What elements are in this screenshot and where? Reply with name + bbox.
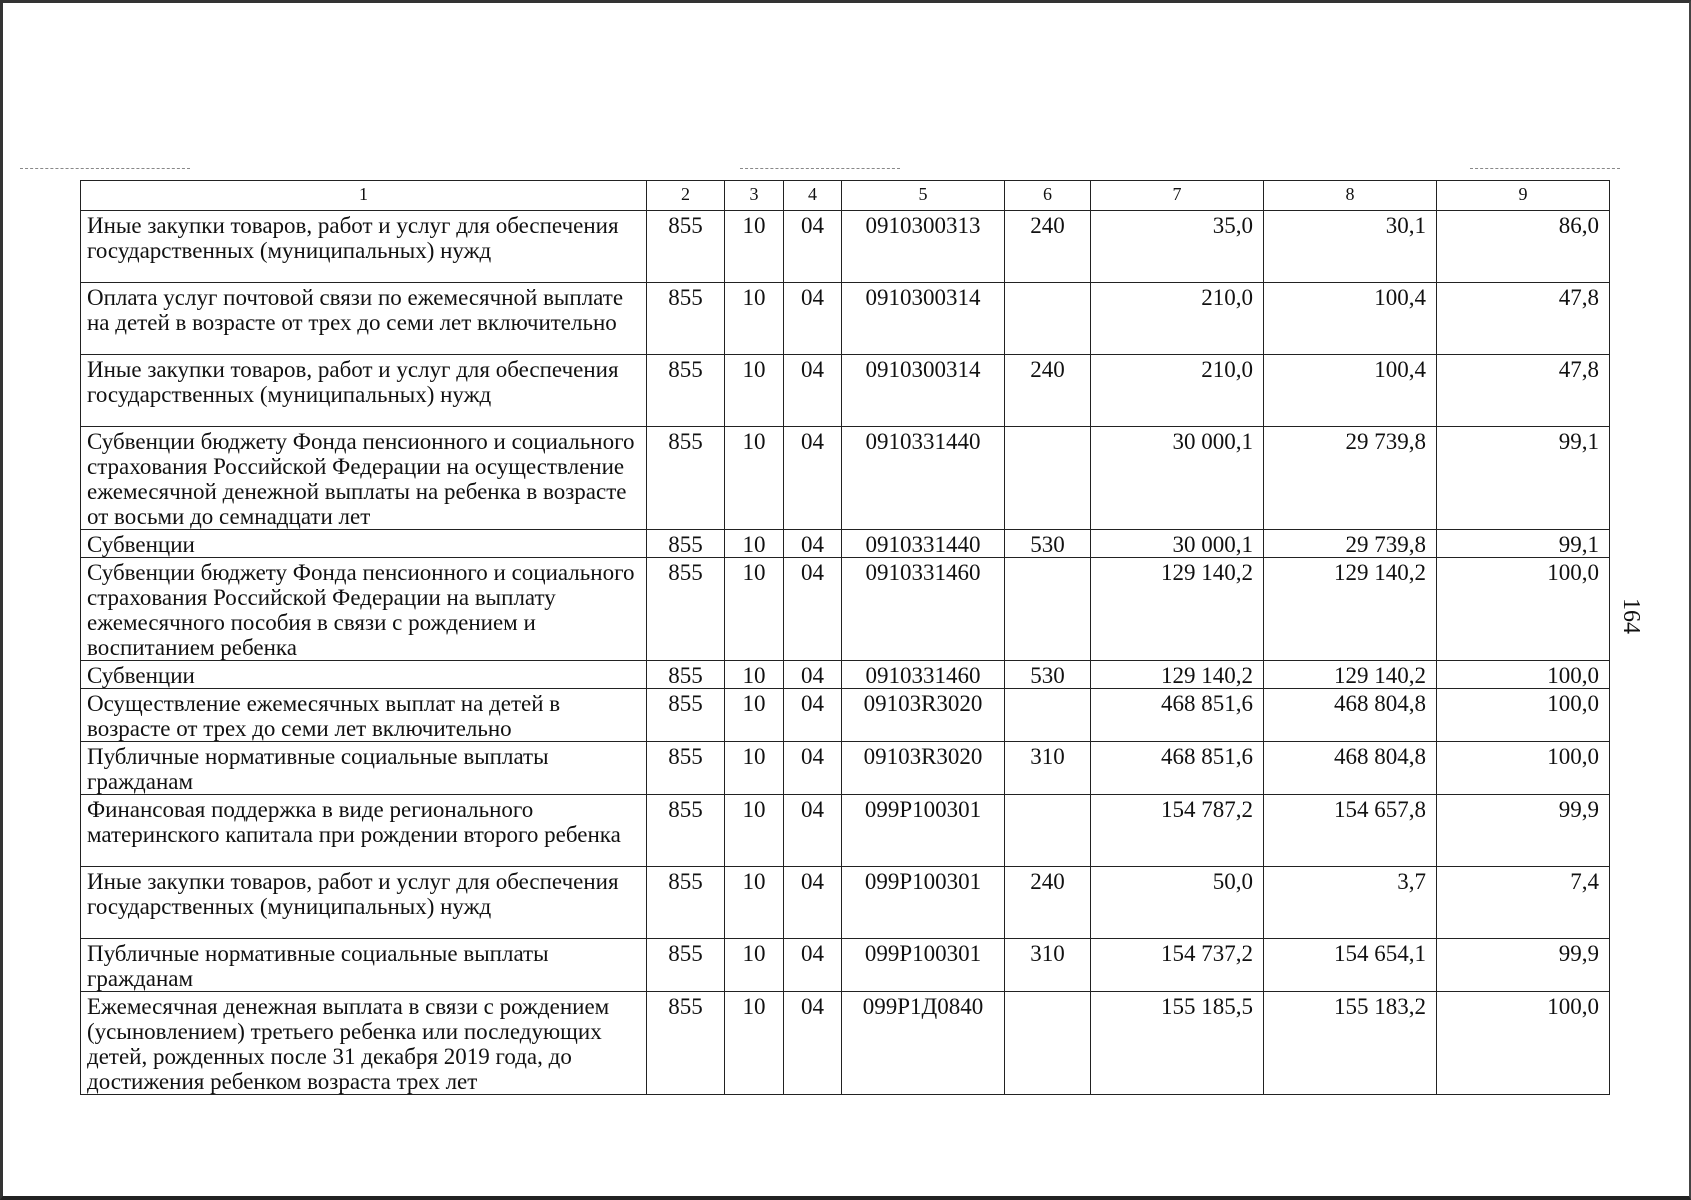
row-name-cell: Финансовая поддержка в виде регионального материнского капитала при рождении второго ребенка: [81, 795, 647, 867]
row-col2-cell: 855: [647, 530, 725, 558]
row-col2-cell: 855: [647, 867, 725, 939]
row-name-cell: Публичные нормативные социальные выплаты гражданам: [81, 939, 647, 992]
row-col7-cell: 129 140,2: [1091, 661, 1264, 689]
row-col7-cell: 30 000,1: [1091, 530, 1264, 558]
row-col7-cell: 468 851,6: [1091, 689, 1264, 742]
row-col4-cell: 04: [784, 427, 842, 530]
row-col5-cell: 09103R3020: [842, 742, 1005, 795]
row-col3-cell: 10: [725, 742, 784, 795]
row-col9-cell: 100,0: [1437, 558, 1610, 661]
table-row: [81, 558, 1610, 661]
row-col4-cell: 04: [784, 939, 842, 992]
row-col5-cell: 09103R3020: [842, 689, 1005, 742]
header-col-3: 3: [725, 181, 784, 211]
row-col6-cell: [1005, 992, 1091, 1095]
row-col9-cell: 100,0: [1437, 661, 1610, 689]
row-col4-cell: 04: [784, 355, 842, 427]
row-name-cell: Субвенции: [81, 530, 647, 558]
row-col6-cell: 240: [1005, 867, 1091, 939]
table-row: [81, 867, 1610, 939]
row-col2-cell: 855: [647, 689, 725, 742]
table-row: [81, 211, 1610, 283]
row-col9-cell: 99,1: [1437, 530, 1610, 558]
budget-table: [80, 180, 1610, 1095]
row-col6-cell: 310: [1005, 742, 1091, 795]
table-row: [81, 689, 1610, 742]
row-col8-cell: 30,1: [1264, 211, 1437, 283]
row-col8-cell: 154 654,1: [1264, 939, 1437, 992]
table-row: [81, 661, 1610, 689]
row-col9-cell: 100,0: [1437, 742, 1610, 795]
row-col9-cell: 86,0: [1437, 211, 1610, 283]
row-col8-cell: 3,7: [1264, 867, 1437, 939]
row-col5-cell: 099P100301: [842, 867, 1005, 939]
page-number: 164: [1618, 598, 1644, 634]
row-col5-cell: 0910331460: [842, 661, 1005, 689]
row-col4-cell: 04: [784, 742, 842, 795]
row-col2-cell: 855: [647, 283, 725, 355]
row-col4-cell: 04: [784, 661, 842, 689]
row-col9-cell: 47,8: [1437, 355, 1610, 427]
row-col2-cell: 855: [647, 939, 725, 992]
row-col4-cell: 04: [784, 689, 842, 742]
row-name-cell: Субвенции: [81, 661, 647, 689]
header-col-9: 9: [1437, 181, 1610, 211]
row-name-cell: Иные закупки товаров, работ и услуг для обеспечения государственных (муниципальных) нужд: [81, 355, 647, 427]
row-col7-cell: 35,0: [1091, 211, 1264, 283]
header-col-2: 2: [647, 181, 725, 211]
row-name-cell: Иные закупки товаров, работ и услуг для обеспечения государственных (муниципальных) нужд: [81, 867, 647, 939]
row-col8-cell: 129 140,2: [1264, 558, 1437, 661]
row-col5-cell: 099P100301: [842, 939, 1005, 992]
row-col2-cell: 855: [647, 355, 725, 427]
row-name-cell: Иные закупки товаров, работ и услуг для обеспечения государственных (муниципальных) нужд: [81, 211, 647, 283]
row-col6-cell: [1005, 427, 1091, 530]
row-col6-cell: 310: [1005, 939, 1091, 992]
header-col-1: 1: [81, 181, 647, 211]
row-col5-cell: 0910331460: [842, 558, 1005, 661]
table-header-row: [81, 181, 1610, 211]
row-col9-cell: 100,0: [1437, 992, 1610, 1095]
row-col2-cell: 855: [647, 742, 725, 795]
row-col8-cell: 29 739,8: [1264, 427, 1437, 530]
row-col9-cell: 47,8: [1437, 283, 1610, 355]
scan-artifact-line: [20, 168, 190, 169]
row-col2-cell: 855: [647, 992, 725, 1095]
row-col3-cell: 10: [725, 795, 784, 867]
row-col3-cell: 10: [725, 689, 784, 742]
row-col8-cell: 29 739,8: [1264, 530, 1437, 558]
row-col4-cell: 04: [784, 558, 842, 661]
row-col3-cell: 10: [725, 867, 784, 939]
table-row: [81, 742, 1610, 795]
row-col9-cell: 99,9: [1437, 939, 1610, 992]
row-col7-cell: 50,0: [1091, 867, 1264, 939]
row-col7-cell: 210,0: [1091, 355, 1264, 427]
row-col8-cell: 468 804,8: [1264, 689, 1437, 742]
table-row: [81, 283, 1610, 355]
row-col7-cell: 154 787,2: [1091, 795, 1264, 867]
table-row: [81, 939, 1610, 992]
row-col8-cell: 155 183,2: [1264, 992, 1437, 1095]
row-col5-cell: 099P100301: [842, 795, 1005, 867]
row-col7-cell: 154 737,2: [1091, 939, 1264, 992]
header-col-7: 7: [1091, 181, 1264, 211]
row-name-cell: Субвенции бюджету Фонда пенсионного и социального страхования Российской Федерации на выплату ежемесячного пособия в связи с рождением и воспитанием ребенка: [81, 558, 647, 661]
header-col-6: 6: [1005, 181, 1091, 211]
row-col7-cell: 129 140,2: [1091, 558, 1264, 661]
row-col7-cell: 155 185,5: [1091, 992, 1264, 1095]
row-col3-cell: 10: [725, 661, 784, 689]
row-col9-cell: 100,0: [1437, 689, 1610, 742]
row-col9-cell: 99,1: [1437, 427, 1610, 530]
row-col8-cell: 100,4: [1264, 355, 1437, 427]
row-col3-cell: 10: [725, 530, 784, 558]
row-name-cell: Ежемесячная денежная выплата в связи с рождением (усыновлением) третьего ребенка или последующих детей, рожденных после 31 декабря 2019 года, до достижения ребенком возраста трех лет: [81, 992, 647, 1095]
row-col4-cell: 04: [784, 283, 842, 355]
table-row: [81, 427, 1610, 530]
row-col3-cell: 10: [725, 355, 784, 427]
row-col8-cell: 100,4: [1264, 283, 1437, 355]
row-col6-cell: [1005, 558, 1091, 661]
row-name-cell: Публичные нормативные социальные выплаты гражданам: [81, 742, 647, 795]
row-col3-cell: 10: [725, 211, 784, 283]
row-col8-cell: 468 804,8: [1264, 742, 1437, 795]
row-col2-cell: 855: [647, 558, 725, 661]
row-col5-cell: 0910331440: [842, 530, 1005, 558]
row-col5-cell: 0910300314: [842, 283, 1005, 355]
table-row: [81, 355, 1610, 427]
row-col2-cell: 855: [647, 795, 725, 867]
row-col6-cell: [1005, 689, 1091, 742]
row-col4-cell: 04: [784, 211, 842, 283]
row-col2-cell: 855: [647, 661, 725, 689]
row-col6-cell: [1005, 283, 1091, 355]
scan-artifact-line: [1470, 168, 1620, 169]
row-col7-cell: 468 851,6: [1091, 742, 1264, 795]
row-col2-cell: 855: [647, 427, 725, 530]
row-col3-cell: 10: [725, 939, 784, 992]
row-col4-cell: 04: [784, 992, 842, 1095]
row-name-cell: Субвенции бюджету Фонда пенсионного и социального страхования Российской Федерации на осуществление ежемесячной денежной выплаты на ребенка в возрасте от восьми до семнадцати лет: [81, 427, 647, 530]
row-col9-cell: 99,9: [1437, 795, 1610, 867]
table-body: [81, 181, 1610, 1095]
row-col2-cell: 855: [647, 211, 725, 283]
row-col8-cell: 129 140,2: [1264, 661, 1437, 689]
row-name-cell: Оплата услуг почтовой связи по ежемесячной выплате на детей в возрасте от трех до семи лет включительно: [81, 283, 647, 355]
row-col4-cell: 04: [784, 530, 842, 558]
row-col3-cell: 10: [725, 427, 784, 530]
row-col6-cell: 530: [1005, 530, 1091, 558]
table-row: [81, 530, 1610, 558]
row-col8-cell: 154 657,8: [1264, 795, 1437, 867]
row-col5-cell: 0910300314: [842, 355, 1005, 427]
row-col4-cell: 04: [784, 795, 842, 867]
header-col-4: 4: [784, 181, 842, 211]
table-row: [81, 992, 1610, 1095]
row-name-cell: Осуществление ежемесячных выплат на детей в возрасте от трех до семи лет включительно: [81, 689, 647, 742]
row-col9-cell: 7,4: [1437, 867, 1610, 939]
row-col6-cell: 240: [1005, 211, 1091, 283]
row-col3-cell: 10: [725, 283, 784, 355]
row-col6-cell: [1005, 795, 1091, 867]
header-col-8: 8: [1264, 181, 1437, 211]
row-col6-cell: 530: [1005, 661, 1091, 689]
row-col3-cell: 10: [725, 558, 784, 661]
scan-artifact-line: [740, 168, 900, 169]
row-col5-cell: 0910300313: [842, 211, 1005, 283]
table-row: [81, 795, 1610, 867]
row-col3-cell: 10: [725, 992, 784, 1095]
row-col6-cell: 240: [1005, 355, 1091, 427]
row-col7-cell: 30 000,1: [1091, 427, 1264, 530]
header-col-5: 5: [842, 181, 1005, 211]
row-col7-cell: 210,0: [1091, 283, 1264, 355]
row-col5-cell: 0910331440: [842, 427, 1005, 530]
row-col5-cell: 099P1Д0840: [842, 992, 1005, 1095]
row-col4-cell: 04: [784, 867, 842, 939]
